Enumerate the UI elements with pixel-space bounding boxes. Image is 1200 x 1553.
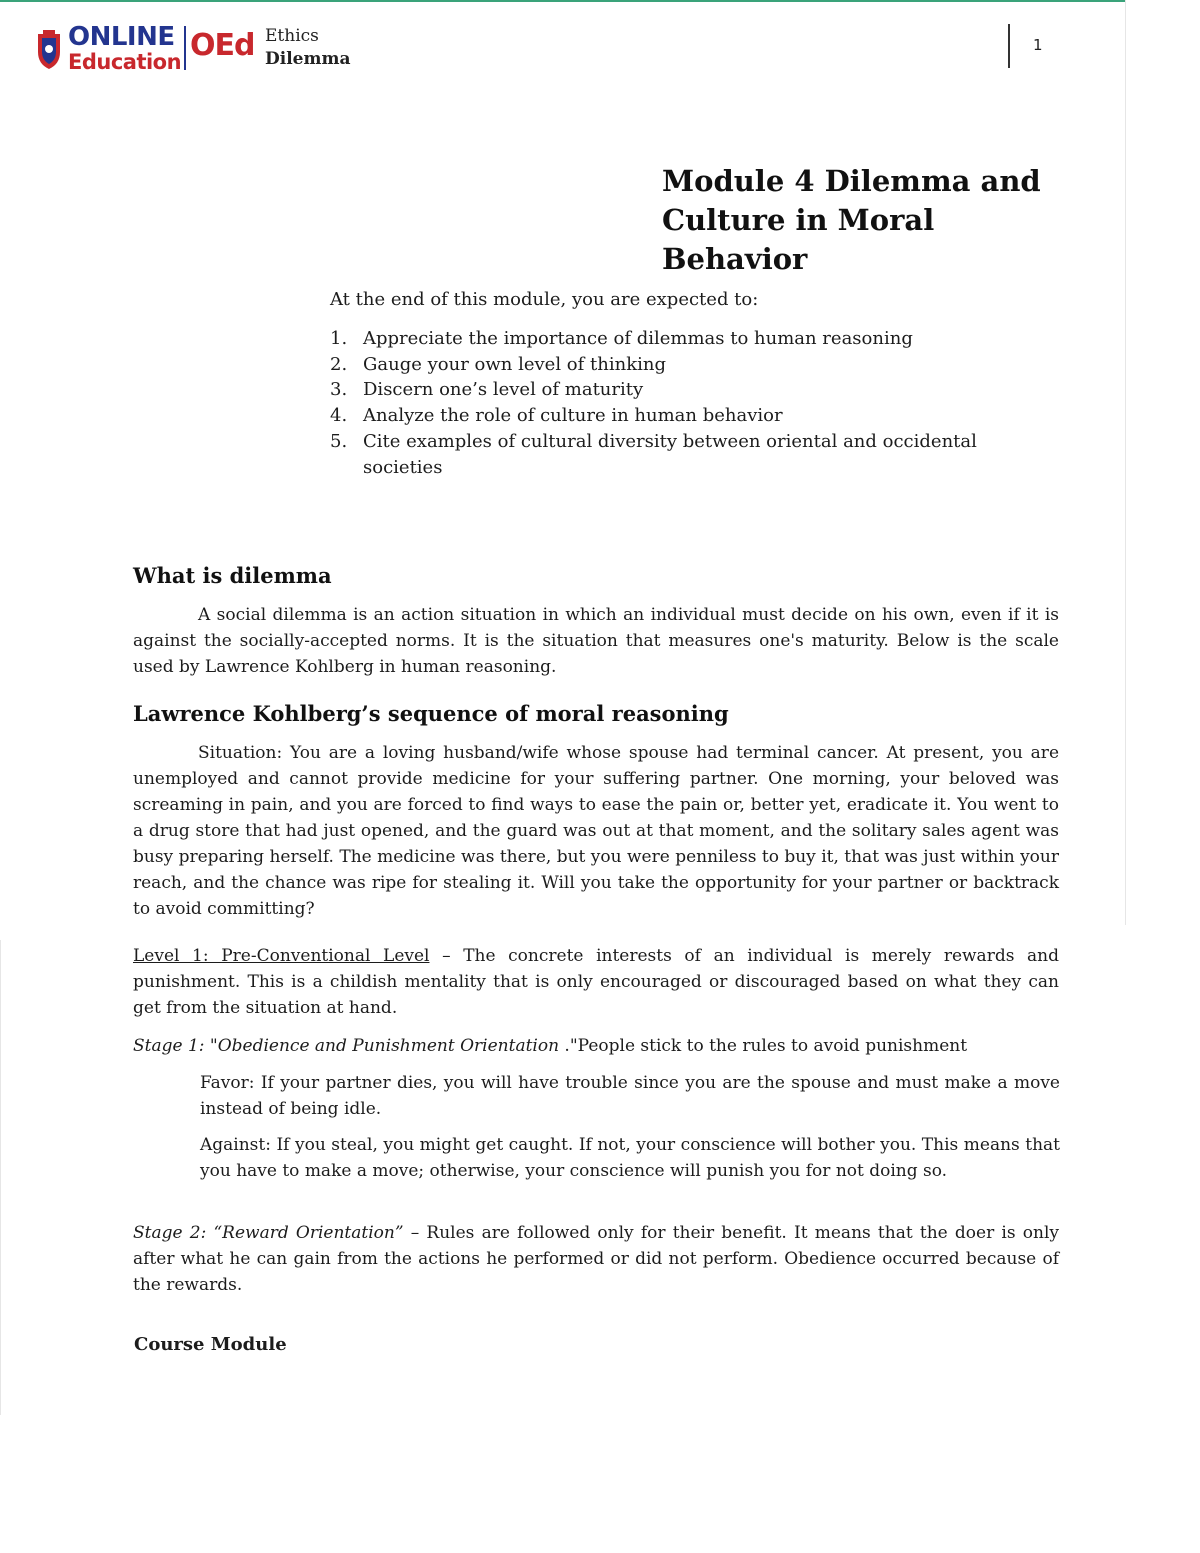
logo-divider	[184, 26, 186, 70]
stage1-against: Against: If you steal, you might get caught. If not, your conscience will bother you. This means that you have to make a move; otherwise, your conscience will punish you for not doing so.	[200, 1135, 1060, 1181]
module-title	[662, 162, 1082, 279]
level1-paragraph: Level 1: Pre-Conventional Level – The concrete interests of an individual is merely rewards and punishment. This is a childish mentality that is only encouraged or discouraged based on what they can get from the situation at hand.	[133, 946, 1059, 1018]
page-right-edge	[1125, 0, 1126, 925]
objectives-list	[330, 326, 1030, 480]
module-title-line2: Culture in Moral Behavior	[662, 203, 935, 276]
stage2-label: Stage 2: “Reward Orientation”	[133, 1223, 404, 1243]
header-subject: Ethics	[265, 26, 319, 46]
logo-online-text: ONLINE	[68, 22, 175, 52]
stage2-paragraph: Stage 2: “Reward Orientation” – Rules are followed only for their benefit. It means that the doer is only after what he can gain from the actions he performed or did not perform. Obedience occurred because of the rewards.	[133, 1223, 1059, 1295]
header-topic: Dilemma	[265, 49, 351, 69]
situation-paragraph: Situation: You are a loving husband/wife whose spouse had terminal cancer. At present, you are unemployed and cannot provide medicine for your suffering partner. One morning, your beloved was screaming in pain, and you are forced to find ways to ease the pain or, better yet, eradicate it. You went to a drug store that had just opened, and the guard was out at that moment, and the solitary sales agent was busy preparing herself. The medicine was there, but you were penniless to buy it, that was just within your reach, and the chance was ripe for stealing it. Will you take the opportunity for your partner or backtrack to avoid committing?	[133, 743, 1059, 919]
stage1-label: Stage 1: "Obedience and Punishment Orientation	[133, 1036, 560, 1056]
stage1-favor: Favor: If your partner dies, you will have trouble since you are the spouse and must make a move instead of being idle.	[200, 1073, 1060, 1119]
header-page-divider	[1008, 24, 1010, 68]
footer-course-module: Course Module	[134, 1334, 287, 1355]
section-heading-kohlberg: Lawrence Kohlberg’s sequence of moral reasoning	[133, 701, 729, 726]
level1-label: Level 1: Pre-Conventional Level	[133, 946, 430, 966]
logo-education-text: Education	[68, 50, 182, 74]
list-item: 2. Gauge your own level of thinking	[330, 353, 666, 375]
list-item: 1. Appreciate the importance of dilemmas to human reasoning	[330, 328, 913, 349]
page-number: 1	[1033, 36, 1043, 54]
top-rule	[0, 0, 1126, 2]
stage1-paragraph: Stage 1: "Obedience and Punishment Orientation ."People stick to the rules to avoid punishment	[133, 1036, 968, 1056]
list-item: 5. Cite examples of cultural diversity between oriental and occidental societies	[330, 430, 977, 478]
dilemma-paragraph: A social dilemma is an action situation in which an individual must decide on his own, even if it is against the socially-accepted norms. It is the situation that measures one's maturity. Below is the scale used by Lawrence Kohlberg in human reasoning.	[133, 605, 1059, 677]
module-title-line1: Module 4 Dilemma and	[662, 164, 1041, 198]
section-heading-dilemma: What is dilemma	[133, 563, 332, 588]
list-item: 3. Discern one’s level of maturity	[330, 379, 644, 401]
objectives-intro: At the end of this module, you are expected to:	[330, 289, 759, 310]
logo-oed-mark: OEd	[190, 28, 255, 63]
online-education-logo	[34, 24, 254, 74]
page-left-edge	[0, 940, 1, 1415]
list-item: 4. Analyze the role of culture in human behavior	[330, 405, 783, 427]
shield-crest-icon	[34, 30, 64, 70]
